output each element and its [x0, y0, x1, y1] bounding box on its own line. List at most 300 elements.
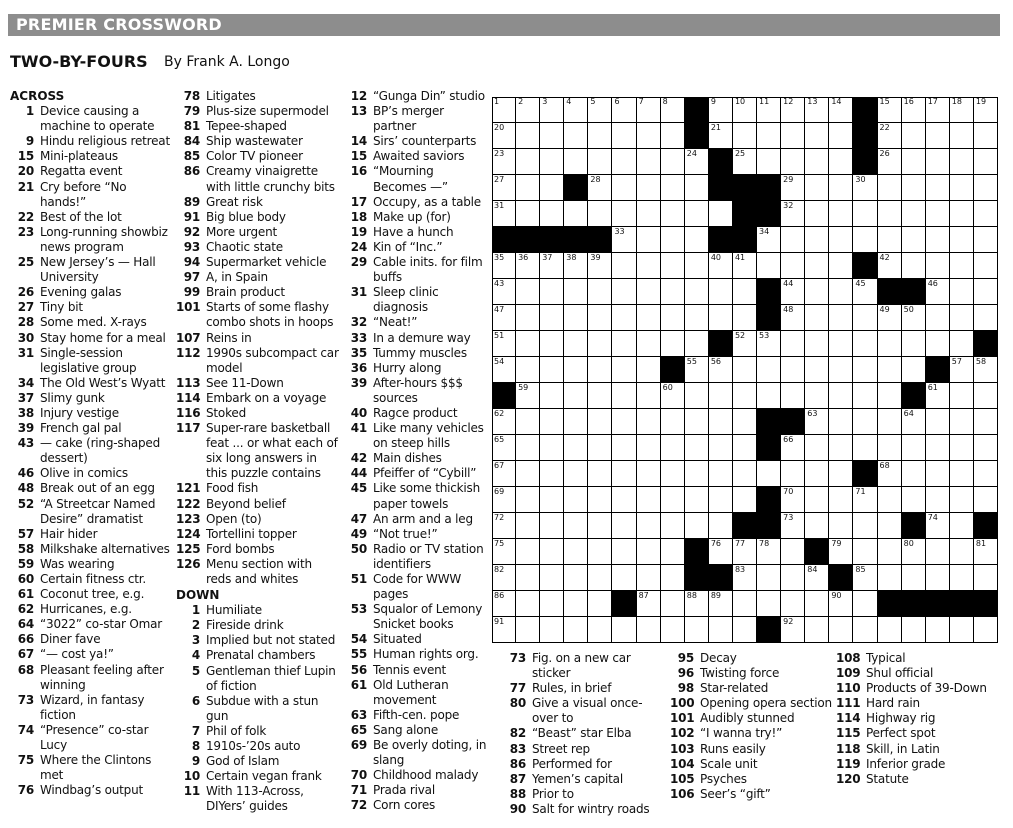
clue[interactable] [10, 572, 170, 587]
clue[interactable] [10, 753, 170, 783]
grid-cell[interactable] [637, 513, 661, 539]
grid-cell[interactable] [492, 435, 516, 461]
grid-cell[interactable] [805, 305, 829, 331]
grid-cell[interactable] [516, 461, 540, 487]
grid-cell[interactable] [878, 97, 902, 123]
grid-cell[interactable] [902, 97, 926, 123]
grid-cell[interactable] [974, 461, 998, 487]
clue[interactable] [10, 331, 170, 346]
clue[interactable] [176, 421, 340, 481]
grid-cell[interactable] [926, 331, 950, 357]
grid-cell[interactable] [709, 97, 733, 123]
grid-cell[interactable] [950, 487, 974, 513]
grid-cell[interactable] [829, 331, 853, 357]
grid-cell[interactable] [516, 409, 540, 435]
grid-cell[interactable] [902, 565, 926, 591]
grid-cell[interactable] [829, 461, 853, 487]
grid-cell[interactable] [853, 331, 877, 357]
grid-cell[interactable] [950, 357, 974, 383]
clue[interactable] [502, 681, 664, 696]
grid-cell[interactable] [612, 253, 636, 279]
grid-cell[interactable] [878, 305, 902, 331]
grid-cell[interactable] [540, 435, 564, 461]
clue[interactable] [343, 738, 487, 768]
grid-cell[interactable] [540, 97, 564, 123]
clue[interactable] [343, 451, 487, 466]
grid-cell[interactable] [588, 279, 612, 305]
clue[interactable] [10, 436, 170, 466]
grid-cell[interactable] [564, 461, 588, 487]
clue[interactable] [10, 723, 170, 753]
grid-cell[interactable] [709, 409, 733, 435]
grid-cell[interactable] [540, 565, 564, 591]
grid-cell[interactable] [878, 487, 902, 513]
grid-cell[interactable] [974, 227, 998, 253]
grid-cell[interactable] [612, 149, 636, 175]
grid-cell[interactable] [805, 331, 829, 357]
grid-cell[interactable] [661, 513, 685, 539]
grid-cell[interactable] [781, 201, 805, 227]
grid-cell[interactable] [685, 253, 709, 279]
grid-cell[interactable] [588, 123, 612, 149]
grid-cell[interactable] [829, 487, 853, 513]
grid-cell[interactable] [733, 357, 757, 383]
grid-cell[interactable] [516, 149, 540, 175]
grid-cell[interactable] [950, 227, 974, 253]
grid-cell[interactable] [926, 227, 950, 253]
clue[interactable] [343, 406, 487, 421]
grid-cell[interactable] [950, 565, 974, 591]
grid-cell[interactable] [878, 409, 902, 435]
grid-cell[interactable] [805, 487, 829, 513]
grid-cell[interactable] [685, 357, 709, 383]
clue[interactable] [10, 557, 170, 572]
grid-cell[interactable] [588, 565, 612, 591]
grid-cell[interactable] [781, 591, 805, 617]
clue[interactable] [10, 406, 170, 421]
grid-cell[interactable] [637, 539, 661, 565]
grid-cell[interactable] [757, 227, 781, 253]
clue[interactable] [343, 723, 487, 738]
grid-cell[interactable] [516, 617, 540, 643]
grid-cell[interactable] [974, 617, 998, 643]
clue[interactable] [343, 346, 487, 361]
grid-cell[interactable] [926, 513, 950, 539]
grid-cell[interactable] [902, 253, 926, 279]
grid-cell[interactable] [492, 357, 516, 383]
clue[interactable] [343, 421, 487, 451]
grid-cell[interactable] [878, 227, 902, 253]
grid-cell[interactable] [805, 227, 829, 253]
clue[interactable] [10, 527, 170, 542]
grid-cell[interactable] [661, 123, 685, 149]
grid-cell[interactable] [492, 409, 516, 435]
grid-cell[interactable] [805, 175, 829, 201]
grid-cell[interactable] [492, 97, 516, 123]
grid-cell[interactable] [926, 279, 950, 305]
grid-cell[interactable] [733, 149, 757, 175]
grid-cell[interactable] [516, 97, 540, 123]
grid-cell[interactable] [588, 97, 612, 123]
grid-cell[interactable] [516, 513, 540, 539]
grid-cell[interactable] [661, 539, 685, 565]
clue[interactable] [343, 632, 487, 647]
grid-cell[interactable] [974, 149, 998, 175]
grid-cell[interactable] [709, 305, 733, 331]
grid-cell[interactable] [516, 539, 540, 565]
grid-cell[interactable] [950, 409, 974, 435]
clue[interactable] [10, 376, 170, 391]
clue[interactable] [670, 757, 832, 772]
grid-cell[interactable] [540, 305, 564, 331]
grid-cell[interactable] [612, 123, 636, 149]
grid-cell[interactable] [950, 383, 974, 409]
grid-cell[interactable] [637, 409, 661, 435]
grid-cell[interactable] [637, 227, 661, 253]
grid-cell[interactable] [709, 617, 733, 643]
clue[interactable] [10, 225, 170, 255]
grid-cell[interactable] [878, 123, 902, 149]
clue[interactable] [343, 225, 487, 240]
grid-cell[interactable] [733, 383, 757, 409]
clue[interactable] [176, 376, 340, 391]
clue[interactable] [176, 300, 340, 330]
grid-cell[interactable] [492, 461, 516, 487]
grid-cell[interactable] [926, 409, 950, 435]
grid-cell[interactable] [540, 149, 564, 175]
grid-cell[interactable] [661, 409, 685, 435]
grid-cell[interactable] [829, 409, 853, 435]
clue[interactable] [670, 651, 832, 666]
grid-cell[interactable] [540, 383, 564, 409]
grid-cell[interactable] [637, 487, 661, 513]
grid-cell[interactable] [781, 383, 805, 409]
grid-cell[interactable] [829, 617, 853, 643]
grid-cell[interactable] [661, 279, 685, 305]
clue[interactable] [10, 315, 170, 330]
grid-cell[interactable] [612, 227, 636, 253]
clue[interactable] [176, 210, 340, 225]
grid-cell[interactable] [853, 357, 877, 383]
grid-cell[interactable] [661, 331, 685, 357]
clue[interactable] [670, 787, 832, 802]
grid-cell[interactable] [564, 565, 588, 591]
clue[interactable] [670, 711, 832, 726]
grid-cell[interactable] [974, 357, 998, 383]
grid-cell[interactable] [492, 539, 516, 565]
grid-cell[interactable] [829, 513, 853, 539]
grid-cell[interactable] [853, 539, 877, 565]
clue[interactable] [670, 666, 832, 681]
clue[interactable] [343, 376, 487, 406]
grid-cell[interactable] [805, 591, 829, 617]
grid-cell[interactable] [685, 331, 709, 357]
clue[interactable] [836, 772, 1000, 787]
grid-cell[interactable] [829, 149, 853, 175]
grid-cell[interactable] [492, 149, 516, 175]
grid-cell[interactable] [612, 175, 636, 201]
grid-cell[interactable] [588, 435, 612, 461]
grid-cell[interactable] [516, 123, 540, 149]
grid-cell[interactable] [516, 435, 540, 461]
grid-cell[interactable] [612, 565, 636, 591]
grid-cell[interactable] [757, 253, 781, 279]
clue[interactable] [176, 497, 340, 512]
grid-cell[interactable] [637, 305, 661, 331]
grid-cell[interactable] [926, 435, 950, 461]
grid-cell[interactable] [564, 331, 588, 357]
grid-cell[interactable] [540, 461, 564, 487]
grid-cell[interactable] [733, 409, 757, 435]
grid-cell[interactable] [853, 175, 877, 201]
grid-cell[interactable] [829, 227, 853, 253]
grid-cell[interactable] [564, 123, 588, 149]
clue[interactable] [176, 648, 340, 663]
grid-cell[interactable] [853, 565, 877, 591]
grid-cell[interactable] [853, 305, 877, 331]
grid-cell[interactable] [685, 279, 709, 305]
grid-cell[interactable] [709, 487, 733, 513]
grid-cell[interactable] [709, 201, 733, 227]
grid-cell[interactable] [950, 175, 974, 201]
grid-cell[interactable] [781, 513, 805, 539]
grid-cell[interactable] [781, 617, 805, 643]
clue[interactable] [176, 694, 340, 724]
grid-cell[interactable] [902, 539, 926, 565]
grid-cell[interactable] [781, 487, 805, 513]
grid-cell[interactable] [612, 331, 636, 357]
grid-cell[interactable] [637, 565, 661, 591]
grid-cell[interactable] [926, 487, 950, 513]
grid-cell[interactable] [902, 617, 926, 643]
clue[interactable] [836, 757, 1000, 772]
grid-cell[interactable] [661, 565, 685, 591]
grid-cell[interactable] [709, 383, 733, 409]
grid-cell[interactable] [781, 435, 805, 461]
grid-cell[interactable] [588, 487, 612, 513]
clue[interactable] [10, 693, 170, 723]
grid-cell[interactable] [781, 97, 805, 123]
grid-cell[interactable] [950, 331, 974, 357]
clue[interactable] [502, 696, 664, 726]
grid-cell[interactable] [540, 331, 564, 357]
grid-cell[interactable] [492, 331, 516, 357]
clue[interactable] [176, 285, 340, 300]
grid-cell[interactable] [950, 97, 974, 123]
grid-cell[interactable] [685, 409, 709, 435]
grid-cell[interactable] [781, 461, 805, 487]
clue[interactable] [502, 787, 664, 802]
grid-cell[interactable] [612, 383, 636, 409]
crossword-grid[interactable] [492, 97, 998, 643]
clue[interactable] [343, 240, 487, 255]
grid-cell[interactable] [516, 201, 540, 227]
clue[interactable] [343, 663, 487, 678]
grid-cell[interactable] [685, 513, 709, 539]
clue[interactable] [176, 104, 340, 119]
grid-cell[interactable] [757, 591, 781, 617]
clue[interactable] [343, 466, 487, 481]
grid-cell[interactable] [902, 227, 926, 253]
grid-cell[interactable] [564, 591, 588, 617]
clue[interactable] [176, 164, 340, 194]
grid-cell[interactable] [878, 565, 902, 591]
clue[interactable] [176, 542, 340, 557]
grid-cell[interactable] [805, 565, 829, 591]
grid-cell[interactable] [540, 201, 564, 227]
grid-cell[interactable] [805, 513, 829, 539]
grid-cell[interactable] [950, 253, 974, 279]
grid-cell[interactable] [564, 539, 588, 565]
grid-cell[interactable] [612, 357, 636, 383]
grid-cell[interactable] [661, 591, 685, 617]
grid-cell[interactable] [950, 201, 974, 227]
clue[interactable] [10, 617, 170, 632]
grid-cell[interactable] [733, 435, 757, 461]
grid-cell[interactable] [516, 331, 540, 357]
grid-cell[interactable] [926, 253, 950, 279]
grid-cell[interactable] [516, 279, 540, 305]
grid-cell[interactable] [685, 591, 709, 617]
grid-cell[interactable] [540, 409, 564, 435]
clue[interactable] [343, 255, 487, 285]
grid-cell[interactable] [637, 331, 661, 357]
clue[interactable] [502, 726, 664, 741]
clue[interactable] [176, 391, 340, 406]
grid-cell[interactable] [829, 591, 853, 617]
grid-cell[interactable] [612, 513, 636, 539]
grid-cell[interactable] [829, 201, 853, 227]
grid-cell[interactable] [492, 591, 516, 617]
grid-cell[interactable] [540, 123, 564, 149]
grid-cell[interactable] [878, 383, 902, 409]
grid-cell[interactable] [974, 565, 998, 591]
grid-cell[interactable] [588, 201, 612, 227]
grid-cell[interactable] [902, 487, 926, 513]
clue[interactable] [176, 527, 340, 542]
grid-cell[interactable] [492, 487, 516, 513]
grid-cell[interactable] [829, 97, 853, 123]
clue[interactable] [176, 119, 340, 134]
grid-cell[interactable] [853, 617, 877, 643]
grid-cell[interactable] [878, 357, 902, 383]
grid-cell[interactable] [902, 305, 926, 331]
clue[interactable] [343, 210, 487, 225]
grid-cell[interactable] [974, 435, 998, 461]
clue[interactable] [343, 798, 487, 813]
grid-cell[interactable] [926, 97, 950, 123]
grid-cell[interactable] [757, 149, 781, 175]
grid-cell[interactable] [612, 409, 636, 435]
clue[interactable] [176, 633, 340, 648]
clue[interactable] [10, 391, 170, 406]
grid-cell[interactable] [612, 461, 636, 487]
grid-cell[interactable] [781, 149, 805, 175]
grid-cell[interactable] [805, 617, 829, 643]
grid-cell[interactable] [637, 591, 661, 617]
clue[interactable] [176, 769, 340, 784]
clue[interactable] [343, 602, 487, 632]
grid-cell[interactable] [685, 201, 709, 227]
grid-cell[interactable] [540, 539, 564, 565]
grid-cell[interactable] [661, 617, 685, 643]
grid-cell[interactable] [637, 97, 661, 123]
grid-cell[interactable] [685, 149, 709, 175]
grid-cell[interactable] [878, 201, 902, 227]
grid-cell[interactable] [853, 383, 877, 409]
grid-cell[interactable] [588, 149, 612, 175]
grid-cell[interactable] [492, 617, 516, 643]
grid-cell[interactable] [492, 305, 516, 331]
grid-cell[interactable] [588, 513, 612, 539]
grid-cell[interactable] [926, 149, 950, 175]
grid-cell[interactable] [588, 175, 612, 201]
clue[interactable] [10, 481, 170, 496]
clue[interactable] [176, 255, 340, 270]
clue[interactable] [343, 768, 487, 783]
grid-cell[interactable] [757, 539, 781, 565]
clue[interactable] [10, 783, 170, 798]
grid-cell[interactable] [805, 253, 829, 279]
clue[interactable] [343, 783, 487, 798]
grid-cell[interactable] [516, 565, 540, 591]
grid-cell[interactable] [829, 305, 853, 331]
grid-cell[interactable] [709, 123, 733, 149]
grid-cell[interactable] [805, 123, 829, 149]
clue[interactable] [176, 225, 340, 240]
clue[interactable] [176, 784, 340, 814]
grid-cell[interactable] [781, 539, 805, 565]
clue[interactable] [176, 195, 340, 210]
grid-cell[interactable] [637, 435, 661, 461]
grid-cell[interactable] [902, 123, 926, 149]
grid-cell[interactable] [661, 149, 685, 175]
clue[interactable] [343, 361, 487, 376]
grid-cell[interactable] [974, 305, 998, 331]
grid-cell[interactable] [926, 383, 950, 409]
grid-cell[interactable] [829, 175, 853, 201]
grid-cell[interactable] [661, 305, 685, 331]
clue[interactable] [176, 89, 340, 104]
grid-cell[interactable] [492, 253, 516, 279]
grid-cell[interactable] [950, 617, 974, 643]
clue[interactable] [670, 742, 832, 757]
clue[interactable] [10, 632, 170, 647]
grid-cell[interactable] [974, 279, 998, 305]
clue[interactable] [10, 663, 170, 693]
grid-cell[interactable] [492, 513, 516, 539]
grid-cell[interactable] [950, 435, 974, 461]
grid-cell[interactable] [612, 279, 636, 305]
grid-cell[interactable] [588, 461, 612, 487]
clue[interactable] [176, 618, 340, 633]
grid-cell[interactable] [781, 305, 805, 331]
grid-cell[interactable] [516, 175, 540, 201]
grid-cell[interactable] [805, 383, 829, 409]
grid-cell[interactable] [950, 149, 974, 175]
grid-cell[interactable] [685, 227, 709, 253]
clue[interactable] [343, 512, 487, 527]
grid-cell[interactable] [492, 123, 516, 149]
grid-cell[interactable] [637, 279, 661, 305]
grid-cell[interactable] [516, 591, 540, 617]
clue[interactable] [176, 134, 340, 149]
grid-cell[interactable] [516, 487, 540, 513]
clue[interactable] [176, 406, 340, 421]
grid-cell[interactable] [709, 279, 733, 305]
grid-cell[interactable] [588, 253, 612, 279]
clue[interactable] [836, 726, 1000, 741]
